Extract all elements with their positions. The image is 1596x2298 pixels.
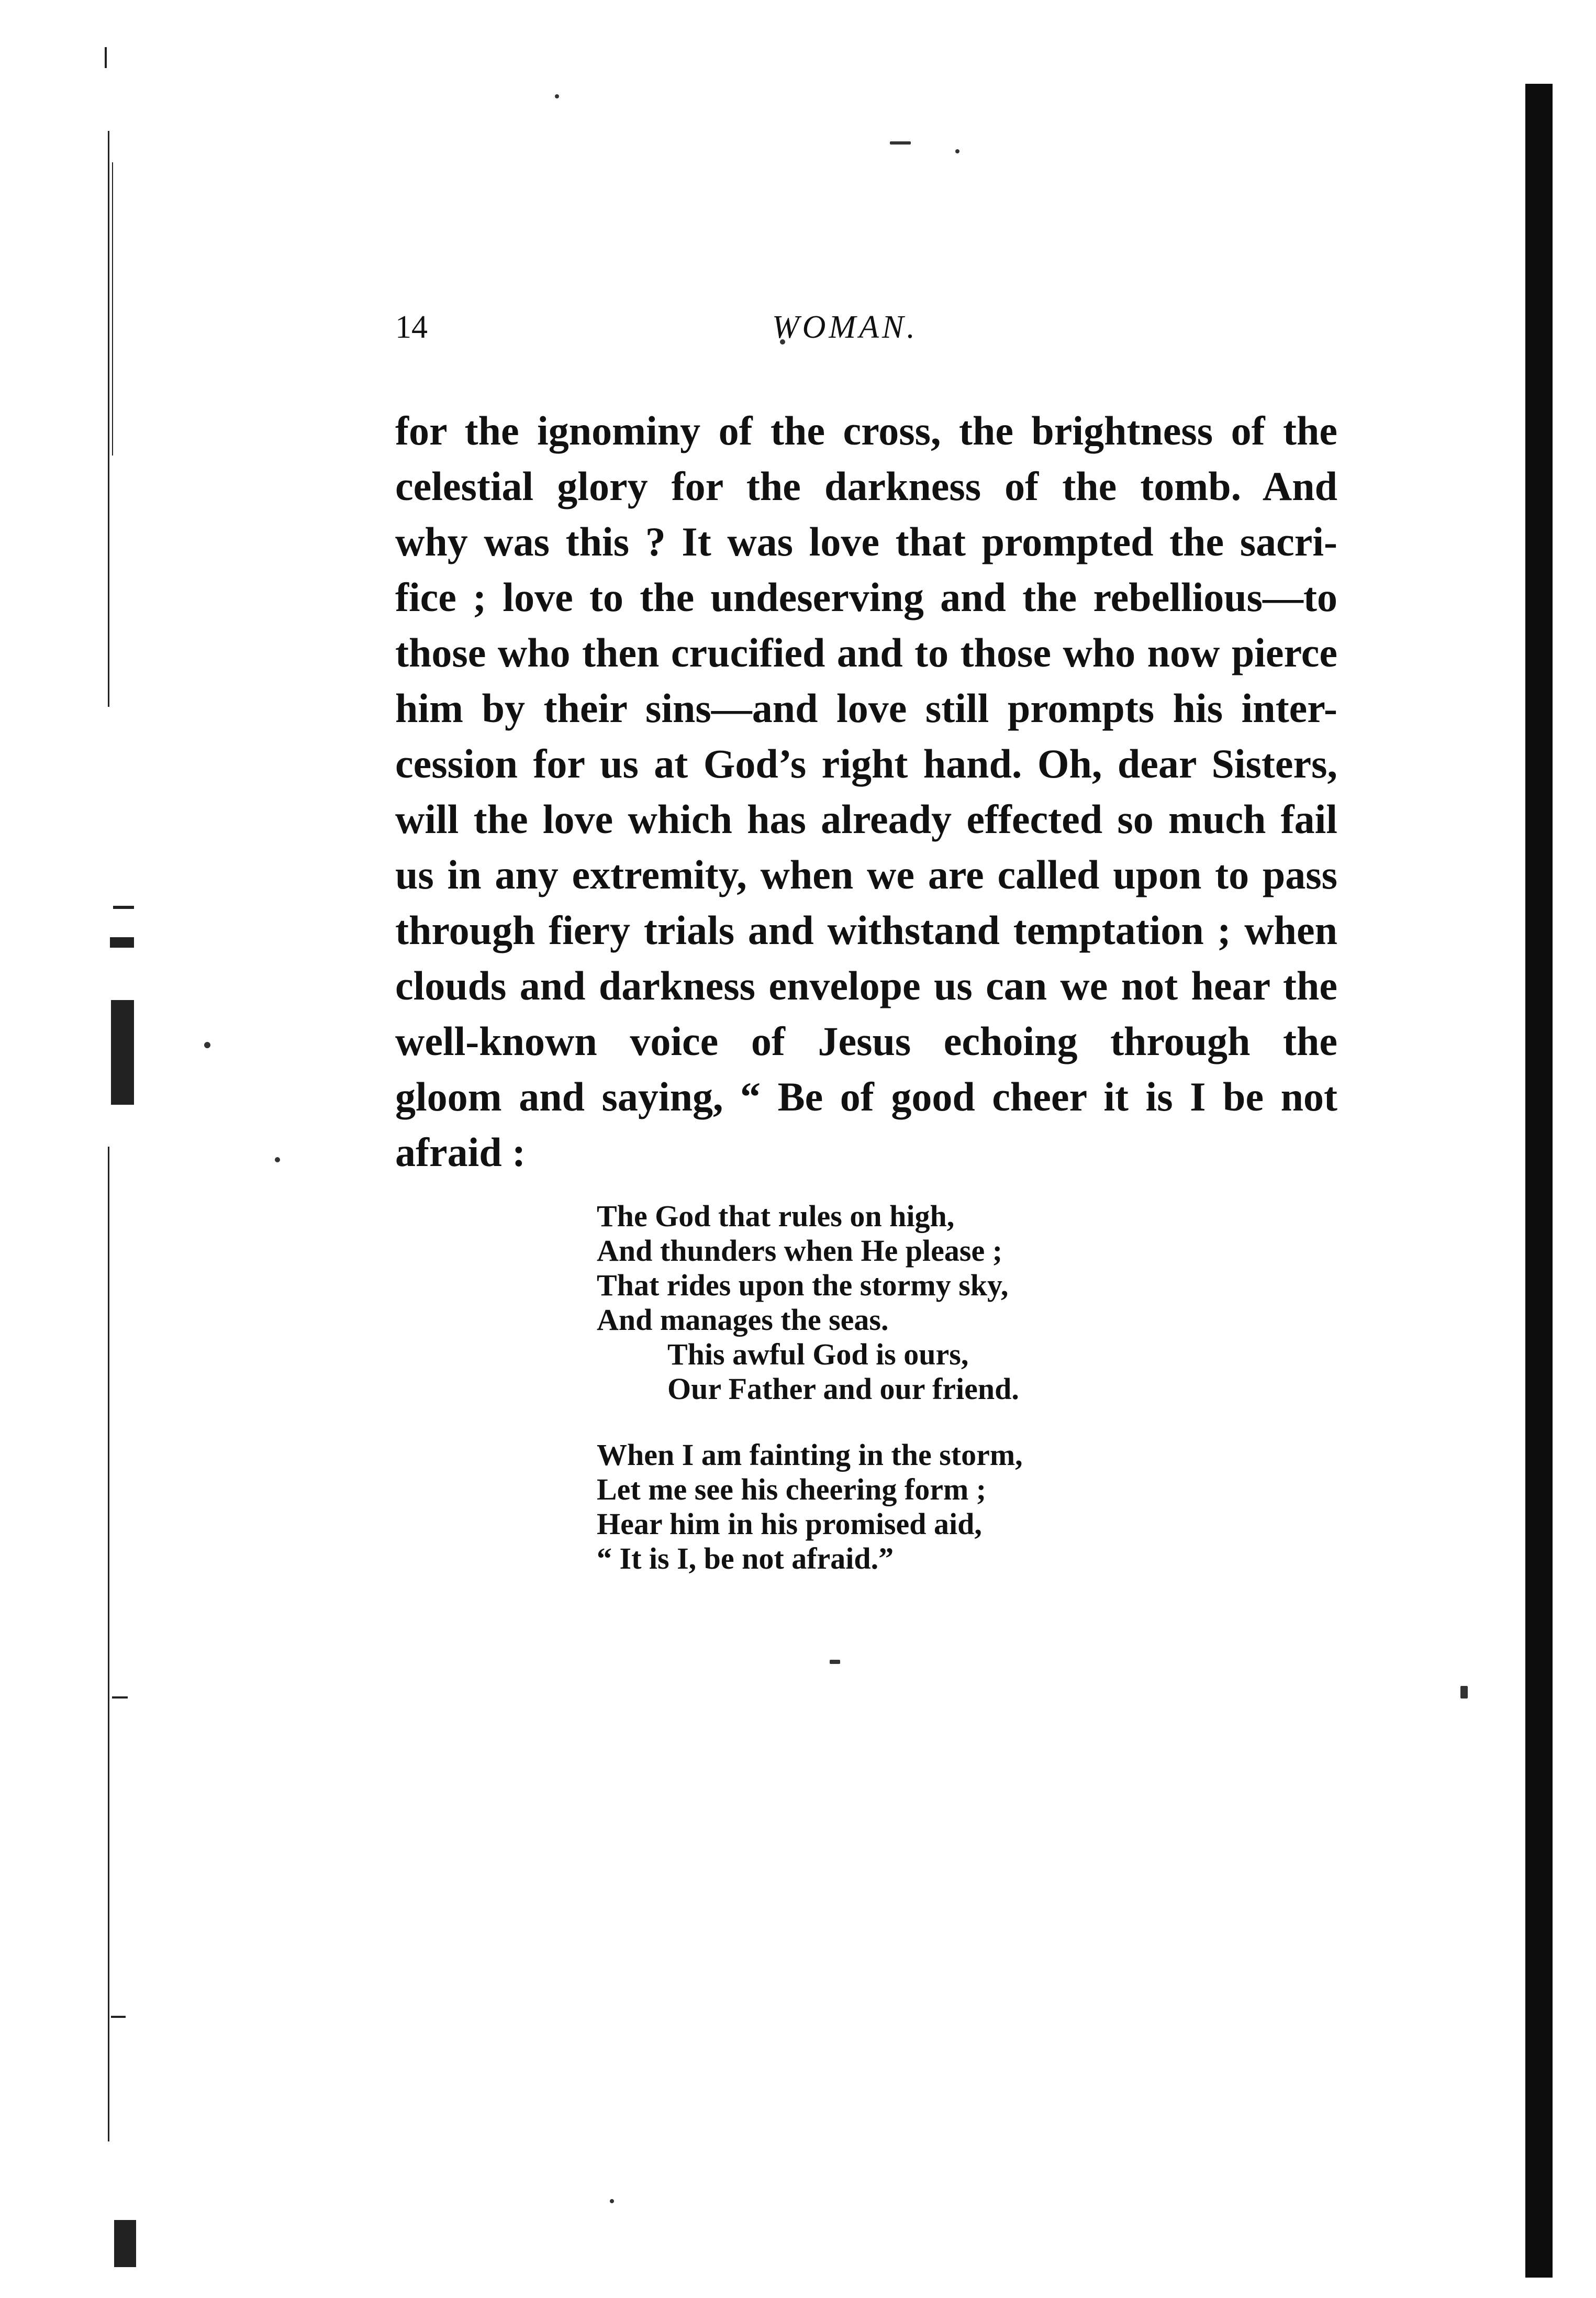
poem-line: “ It is I, be not afraid.” (597, 1541, 894, 1575)
poem-line: This awful God is ours, (667, 1337, 969, 1371)
body-line: cession for us at God’s right hand. Oh, dear Sisters, (395, 741, 1337, 786)
poem-line: Our Father and our friend. (667, 1372, 1019, 1406)
body-line: through fiery trials and withstand temptation ; when (395, 907, 1337, 953)
binding-edge (1525, 84, 1553, 2278)
poem-line: Let me see his cheering form ; (597, 1472, 987, 1506)
poem-line: The God that rules on high, (597, 1199, 955, 1233)
body-line: will the love which has already effected so much fail (395, 796, 1337, 842)
body-line: clouds and darkness envelope us can we not hear the (395, 963, 1337, 1008)
body-line: fice ; love to the undeserving and the rebellious—to (395, 574, 1337, 620)
body-line: him by their sins—and love still prompts his inter- (395, 685, 1337, 731)
running-head (395, 309, 1337, 356)
poem-line: And thunders when He please ; (597, 1234, 1003, 1268)
poem (597, 1199, 1199, 1607)
poem-line: That rides upon the stormy sky, (597, 1268, 1009, 1302)
poem-stanza (597, 1438, 1199, 1576)
page-number: 14 (395, 309, 428, 345)
poem-line: And manages the seas. (597, 1303, 889, 1337)
body-paragraph (395, 403, 1337, 1180)
body-line: gloom and saying, “ Be of good cheer it is I be not (395, 1074, 1337, 1119)
poem-line: When I am fainting in the storm, (597, 1438, 1023, 1472)
body-line: why was this ? It was love that prompted the sacri- (395, 519, 1337, 564)
body-line: for the ignominy of the cross, the brightness of the (395, 408, 1337, 453)
poem-line: Hear him in his promised aid, (597, 1507, 982, 1541)
running-title: WOMAN. (772, 309, 918, 345)
left-gutter-scan-marks (105, 47, 162, 2262)
body-line: celestial glory for the darkness of the tomb. And (395, 463, 1337, 509)
body-line: well-known voice of Jesus echoing through the (395, 1018, 1337, 1064)
poem-stanza (597, 1199, 1199, 1406)
body-line: us in any extremity, when we are called upon to pass (395, 852, 1337, 897)
body-line: afraid : (395, 1129, 526, 1175)
body-line: those who then crucified and to those who now pierce (395, 630, 1337, 675)
